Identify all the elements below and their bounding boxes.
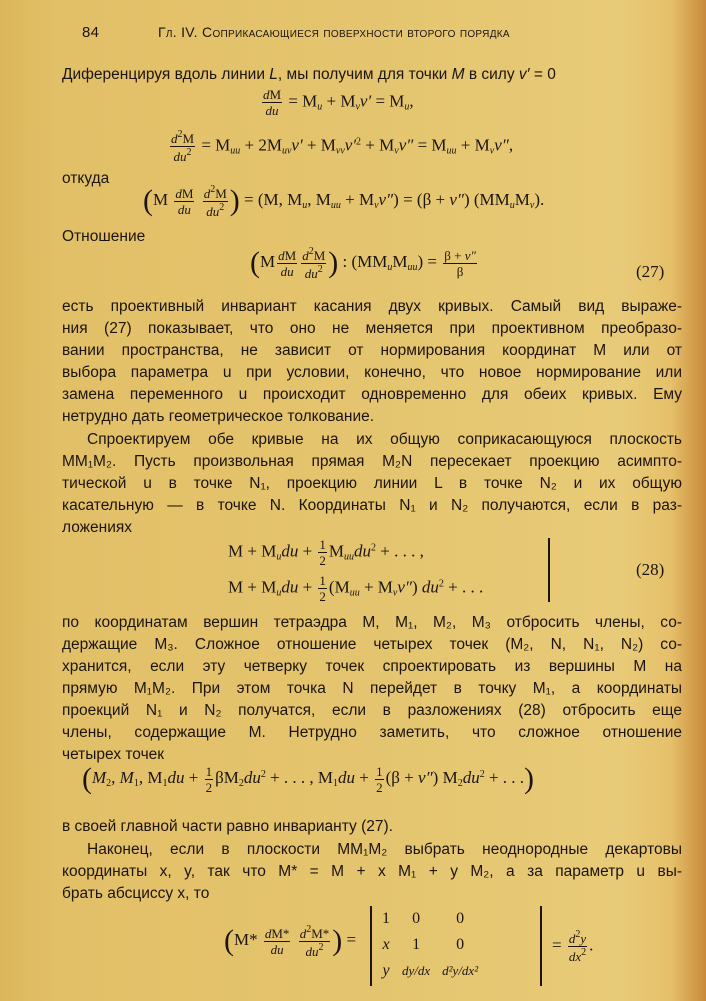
cell: d²y/dx² <box>442 963 479 978</box>
p2-line-6: нетрудно дать геометрическое толкование. <box>62 408 375 425</box>
paragraph-1: Диференцируя вдоль линии L, мы получим для точки M в силу v′ = 0 <box>62 66 556 83</box>
equation-2: $\frac{d^2M}{du^2}$ = $M_{uu} + 2M_{uv}v' + M_{vv}v'^2 + M_vv'' = M_{uu} + M_vv''$, <box>171 129 514 164</box>
equation-determinant-rhs: = $\frac{d^2y}{dx^2}$ . <box>552 929 594 964</box>
cell: x <box>382 936 390 953</box>
p4-line-7: четырех точек <box>62 746 165 763</box>
equation-determinant-lhs: (M* $\frac{dM*}{du}$ $\frac{d^2M*}{du^2}$ ) = <box>224 923 357 959</box>
p4-line-4: прямую M₁M₂. При этом точка N перейдет в точку M₁, а координаты <box>62 680 682 697</box>
determinant-matrix <box>376 906 484 984</box>
word-otkuda: откуда <box>62 170 110 187</box>
equation-28-brace <box>548 538 550 602</box>
p6-line-1: Наконец, если в плоскости MM₁M₂ выбрать неоднородные декартовы <box>87 841 682 858</box>
determinant-left-bar <box>370 906 372 986</box>
p3-line-5: ложениях <box>62 519 133 536</box>
p2-line-2: ния (27) показывает, что оно не меняется при проективном преобразо- <box>62 320 682 337</box>
equation-1: $\frac{dM}{du}$ = $M_u + M_vv' = M_u$, <box>263 87 414 118</box>
p3-line-1: Спроектируем обе кривые на их общую соприкасающуюся плоскость <box>87 431 682 448</box>
p3-line-2: MM₁M₂. Пусть произвольная прямая M₂N пересекает проекцию асимпто- <box>62 453 682 470</box>
p4-line-6: члены, содержащие M. Нетрудно заметить, что сложное отношение <box>62 724 682 741</box>
cell: 0 <box>412 910 421 927</box>
word-otnoshenie: Отношение <box>62 228 146 245</box>
p2-line-5: замена переменного u происходит одновременно для обеих кривых. Ему <box>62 386 682 403</box>
cell: 0 <box>456 910 465 927</box>
p3-line-3: тической u в точке N₁, проекцию линии L в точке N₂ и их общую <box>62 475 682 492</box>
determinant-right-bar <box>540 906 542 986</box>
cell: 1 <box>412 936 421 953</box>
p3-line-4: касательную — в точке N. Координаты N₁ и N₂ получаются, если в раз- <box>62 497 682 514</box>
p6-line-3: брать абсциссу x, то <box>62 885 210 902</box>
equation-27: (M $\frac{dM}{du}$ $\frac{d^2M}{du^2}$ ) : $(MM_uM_{uu})$ = $\frac{\beta + v''}{\beta}$ <box>250 245 476 281</box>
cell: 0 <box>456 936 465 953</box>
p6-line-2: координаты x, y, так что M* = M + x M₁ + y M₂, а за параметр u вы- <box>62 863 682 880</box>
page-number: 84 <box>82 24 100 41</box>
equation-28-line-1: $M + M_udu$ + $\frac{1}{2}$ $M_{uu}du^2$ + . . . , <box>228 537 424 568</box>
p4-line-5: проекций N₁ и N₂ получатся, если в разложениях (28) отбросить еще <box>62 702 682 719</box>
p2-line-1: есть проективный инвариант касания двух кривых. Самый вид выраже- <box>62 298 682 315</box>
equation-number-28: (28) <box>636 560 665 579</box>
equation-3: (M $\frac{dM}{du}$ $\frac{d^2M}{du^2}$ ) = (M, $M_u$, $M_{uu} + M_vv'') = (\beta + v'')$ $(MM_uM_v)$. <box>143 183 545 219</box>
p4-line-2: держащие M₃. Сложное отношение четырех точек (M₂, N, N₁, N₂) со- <box>62 636 682 653</box>
cell: 1 <box>382 910 390 927</box>
cell: y <box>382 962 390 979</box>
running-title: Гл. IV. Соприкасающиеся поверхности второго порядка <box>158 24 510 40</box>
p4-line-3: хранится, если эту четверку точек спроектировать из вершины M на <box>62 658 682 675</box>
p4-line-1: по координатам вершин тетраэдра M, M₁, M₂, M₃ отбросить члены, со- <box>62 614 682 631</box>
cell: dy/dx <box>402 963 431 978</box>
equation-number-27: (27) <box>636 262 665 281</box>
p2-line-3: вании пространства, не зависит от нормирования координат M или от <box>62 342 682 359</box>
paragraph-5: в своей главной части равно инварианту (27). <box>62 818 393 835</box>
equation-28-line-2: $M + M_udu$ + $\frac{1}{2}$ $(M_{uu} + M_vv'') du^2$ + . . . <box>228 573 484 604</box>
equation-cross-ratio: ($M_2$, $M_1$, $M_1du$ + $\frac{1}{2}$ $\beta M_2du^2$ + . . . , $M_1du$ + $\frac{1}{2}$ (β + v″) $M_2du^2$ + . . .) <box>82 762 535 795</box>
p2-line-4: выбора параметра u при условии, конечно, что новое нормирование или <box>62 364 682 381</box>
